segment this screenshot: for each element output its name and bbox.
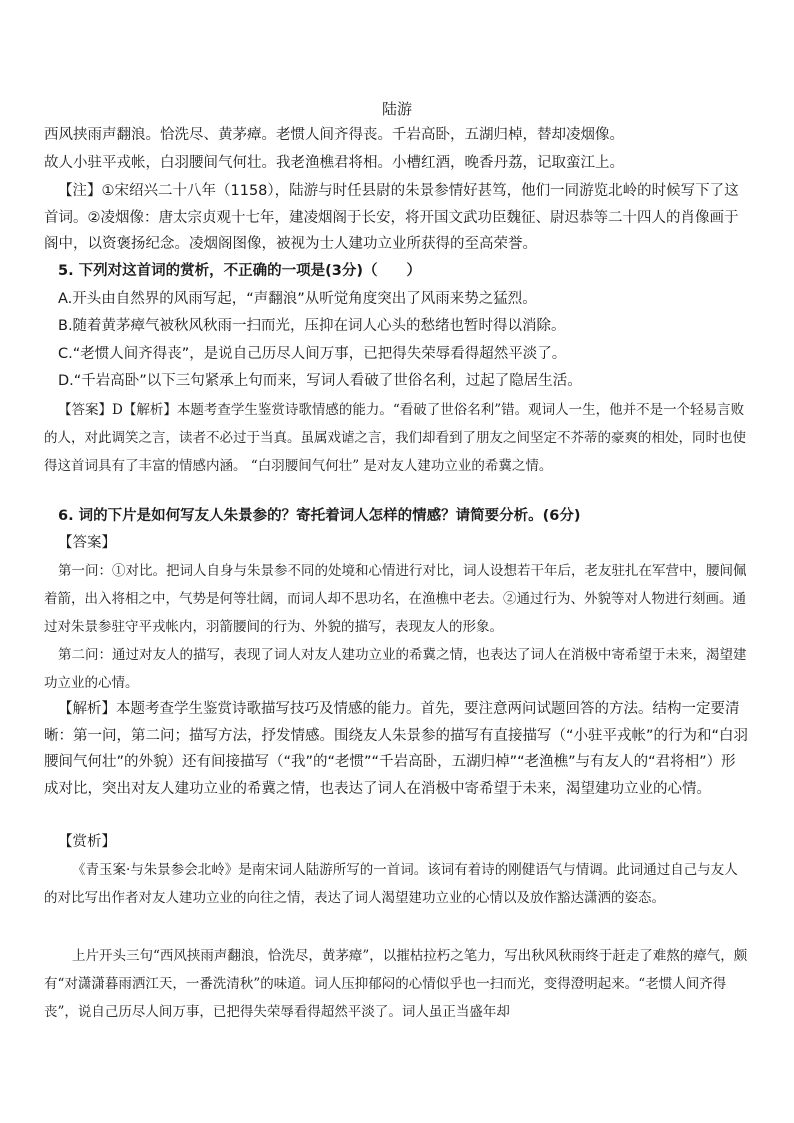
question-5-option-c: C.“老惯人间齐得丧”，是说自己历尽人间万事，已把得失荣辱看得超然平淡了。 [58,346,567,362]
question-6-answer-part-2: 第二问：通过对友人的描写，表现了词人对友人建功立业的希冀之情，也表达了词人在消极中寄希望于未来，渴望建功立业的心情。 [44,647,747,691]
poem-line-1: 西风挟雨声翻浪。恰洗尽、黄茅瘴。老惯人间齐得丧。千岩高卧，五湖归棹，替却凌烟像。 [44,127,624,143]
question-6-answer-label: 【答案】 [58,535,116,551]
appreciation-label: 【赏析】 [58,834,116,850]
question-6-stem: 6. 词的下片是如何写友人朱景参的？寄托着词人怎样的情感？请简要分析。(6分) [58,508,581,524]
question-6-answer-part-1: 第一问：①对比。把词人自身与朱景参不同的处境和心情进行对比，词人设想若干年后，老友驻扎在军营中，腰间佩着箭，出入将相之中，气势是何等壮阔，而词人却不思功名，在渔樵中老去。②通过行为、外貌等对人物进行刻画。通过对朱景参驻守平戎帐内，羽箭腰间的行为、外貌的描写，表现友人的形象。 [44,563,747,635]
question-5-option-a: A.开头由自然界的风雨写起，“声翻浪”从听觉角度突出了风雨来势之猛烈。 [58,291,537,307]
question-5-answer: 【答案】D【解析】本题考查学生鉴赏诗歌情感的能力。“看破了世俗名利”错。观词人一生，他并不是一个轻易言败的人，对此调笑之言，读者不必过于当真。虽属戏谑之言，我们却看到了朋友之间坚定不芥蒂的豪爽的相处，同时也使得这首词具有了丰富的情感内涵。 “白羽腰间气何壮” 是对友人建功立业的希冀之情。 [44,402,746,474]
appreciation-paragraph-1: 《青玉案·与朱景参会北岭》是南宋词人陆游所写的一首词。该词有着诗的刚健语气与情调。此词通过自己与友人的对比写出作者对友人建功立业的向往之情，表达了词人渴望建功立业的心情以及放作豁达潇洒的姿态。 [44,862,738,906]
question-5-stem: 5. 下列对这首词的赏析，不正确的一项是(3分)（ ） [58,263,421,279]
question-5-option-d: D.“千岩高卧”以下三句紧承上句而来，写词人看破了世俗名利，过起了隐居生活。 [58,373,582,389]
poem-line-2: 故人小驻平戎帐，白羽腰间气何壮。我老渔樵君将相。小槽红酒，晚香丹荔，记取蛮江上。 [44,155,624,171]
appreciation-paragraph-2: 上片开头三句“西风挟雨声翻浪，恰洗尽，黄茅瘴”，以摧枯拉朽之笔力，写出秋风秋雨终于赶走了难熬的瘴气，颇有“对潇潇暮雨洒江天，一番洗清秋”的味道。词人压抑郁闷的心情似乎也一扫而光，变得澄明起来。“老惯人间齐得丧”，说自己历尽人间万事，已把得失荣辱看得超然平淡了。词人虽正当盛年却 [44,948,748,1020]
poem-note: 【注】①宋绍兴二十八年（1158），陆游与时任县尉的朱景参情好甚笃，他们一同游览北岭的时候写下了这首词。②凌烟像：唐太宗贞观十七年，建凌烟阁于长安，将开国文武功臣魏征、尉迟恭等二十四人的肖像画于阁中，以资褒扬纪念。凌烟阁图像，被视为士人建功立业所获得的至高荣誉。 [44,183,739,252]
question-5-option-b: B.随着黄茅瘴气被秋风秋雨一扫而光，压抑在词人心头的愁绪也暂时得以消除。 [58,318,566,334]
question-6-analysis: 【解析】本题考查学生鉴赏诗歌描写技巧及情感的能力。首先，要注意两问试题回答的方法。结构一定要清晰：第一问，第二问；描写方法，抒发情感。围绕友人朱景参的描写有直接描写（“小驻平戎帐”的行为和“白羽腰间气何壮”的外貌）还有间接描写（“我”的“老惯”“千岩高卧，五湖归棹”“老渔樵”与有友人的“君将相”）形成对比，突出对友人建功立业的希冀之情，也表达了词人在消极中寄希望于未来，渴望建功立业的心情。 [44,701,749,797]
poem-title: 陆游 [381,100,412,118]
